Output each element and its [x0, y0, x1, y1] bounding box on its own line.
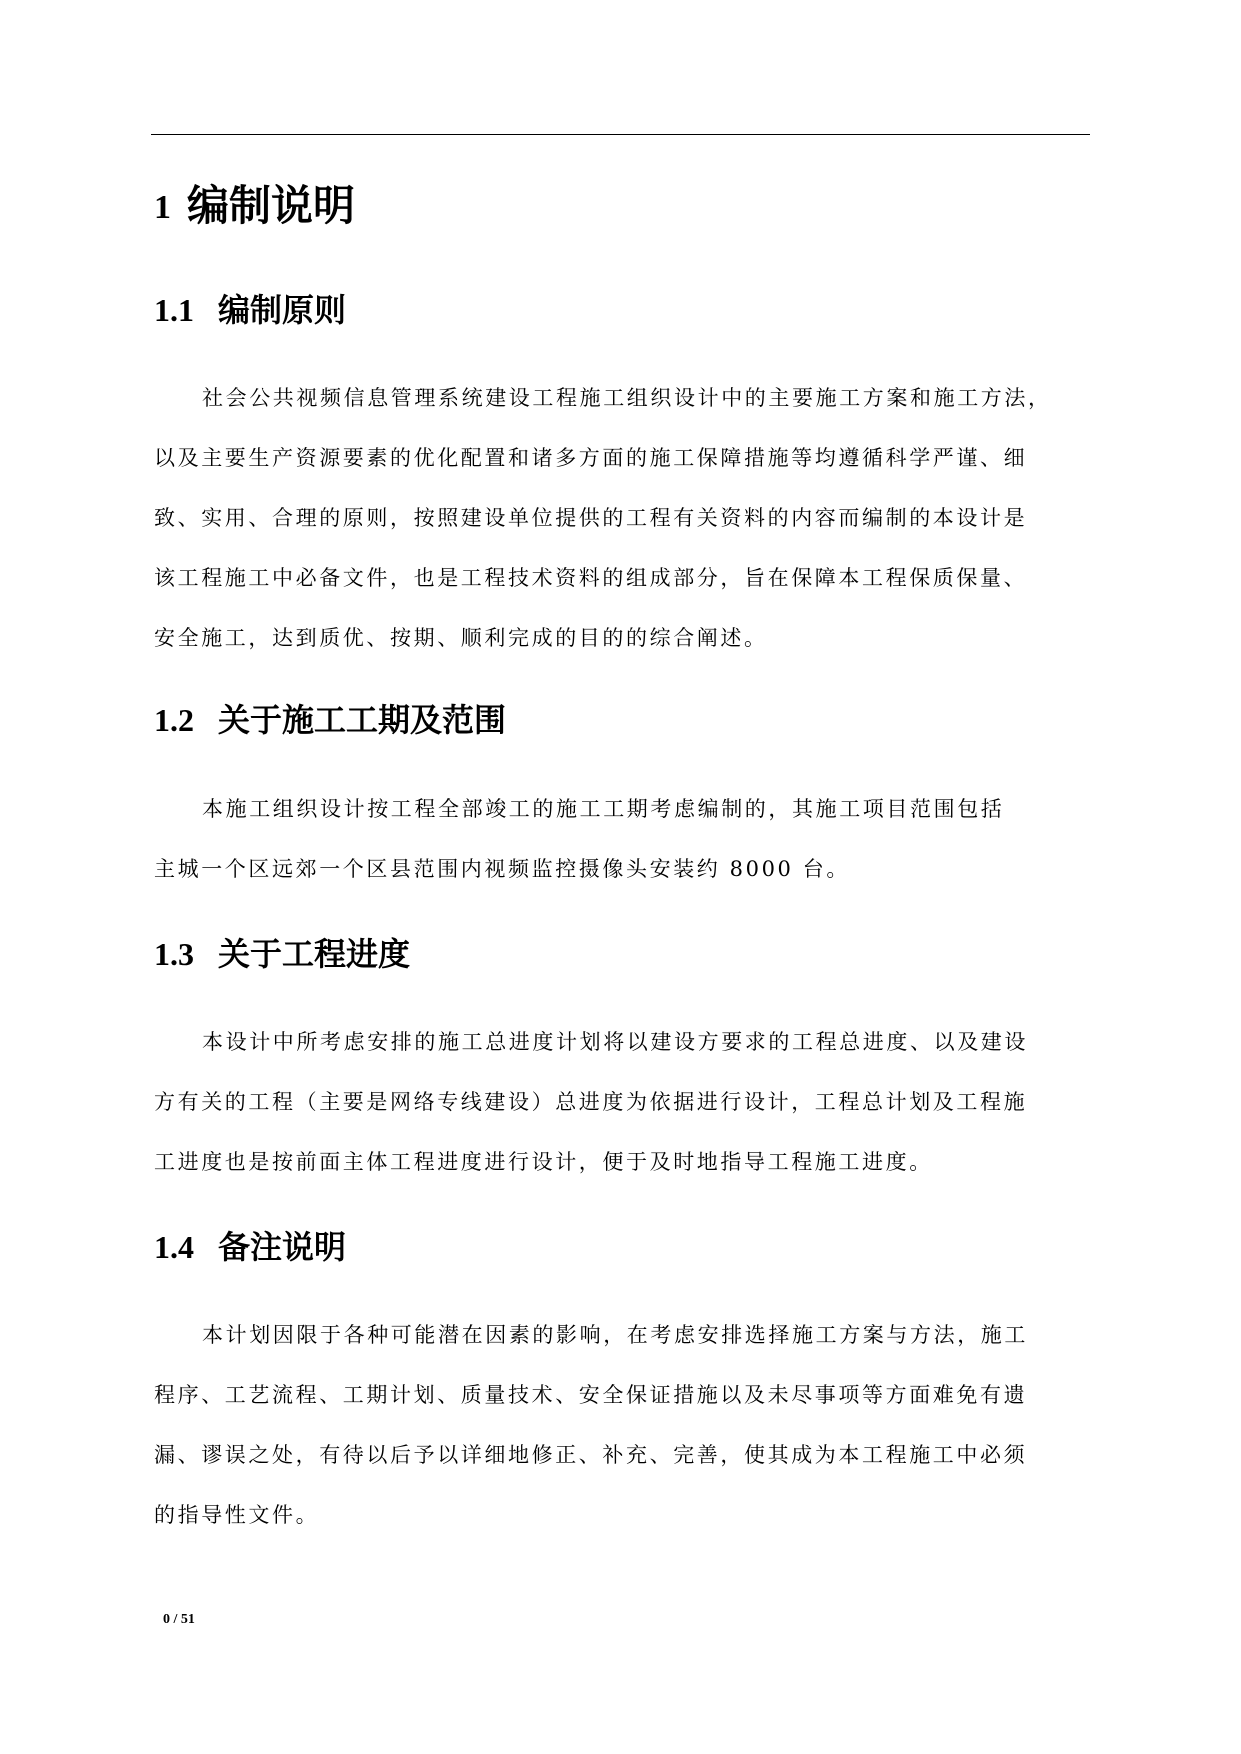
paragraph-line: 社会公共视频信息管理系统建设工程施工组织设计中的主要施工方案和施工方法，	[202, 386, 1052, 410]
section-paragraph	[154, 368, 1052, 668]
section-heading	[154, 932, 410, 976]
section-number: 1.2	[154, 702, 194, 738]
paragraph-line: 安全施工，达到质优、按期、顺利完成的目的的综合阐述。	[154, 626, 768, 650]
paragraph-line: 工进度也是按前面主体工程进度进行设计，便于及时地指导工程施工进度。	[154, 1150, 933, 1174]
paragraph-line: 本计划因限于各种可能潜在因素的影响，在考虑安排选择施工方案与方法，施工	[202, 1323, 1028, 1347]
section-paragraph	[154, 1012, 1028, 1192]
chapter-number: 1	[154, 189, 171, 226]
section-title: 编制原则	[218, 291, 347, 329]
section-heading	[154, 698, 506, 742]
section-number: 1.1	[154, 292, 194, 328]
header-rule	[151, 134, 1090, 135]
paragraph-line: 本施工组织设计按工程全部竣工的施工工期考虑编制的，其施工项目范围包括	[202, 797, 1005, 821]
section-title: 备注说明	[218, 1228, 347, 1266]
paragraph-line: 主城一个区远郊一个区县范围内视频监控摄像头安装约 8000 台。	[154, 857, 850, 881]
section-heading	[154, 288, 346, 332]
chapter-heading	[154, 178, 355, 236]
section-number: 1.3	[154, 936, 194, 972]
page-number: 0 / 51	[163, 1612, 195, 1627]
chapter-title: 编制说明	[187, 181, 356, 230]
paragraph-line: 以及主要生产资源要素的优化配置和诸多方面的施工保障措施等均遵循科学严谨、细	[154, 446, 1028, 470]
paragraph-line: 本设计中所考虑安排的施工总进度计划将以建设方要求的工程总进度、以及建设	[202, 1030, 1028, 1054]
paragraph-line: 该工程施工中必备文件，也是工程技术资料的组成部分，旨在保障本工程保质保量、	[154, 566, 1028, 590]
paragraph-line: 致、实用、合理的原则，按照建设单位提供的工程有关资料的内容而编制的本设计是	[154, 506, 1028, 530]
section-heading	[154, 1225, 346, 1269]
section-title: 关于工程进度	[218, 935, 411, 973]
section-title: 关于施工工期及范围	[218, 701, 507, 739]
paragraph-line: 的指导性文件。	[154, 1503, 320, 1527]
paragraph-line: 程序、工艺流程、工期计划、质量技术、安全保证措施以及未尽事项等方面难免有遗	[154, 1383, 1028, 1407]
section-paragraph	[154, 779, 1004, 899]
paragraph-line: 方有关的工程（主要是网络专线建设）总进度为依据进行设计，工程总计划及工程施	[154, 1090, 1028, 1114]
paragraph-line: 漏、谬误之处，有待以后予以详细地修正、补充、完善，使其成为本工程施工中必须	[154, 1443, 1028, 1467]
section-paragraph	[154, 1305, 1028, 1545]
section-number: 1.4	[154, 1229, 194, 1265]
